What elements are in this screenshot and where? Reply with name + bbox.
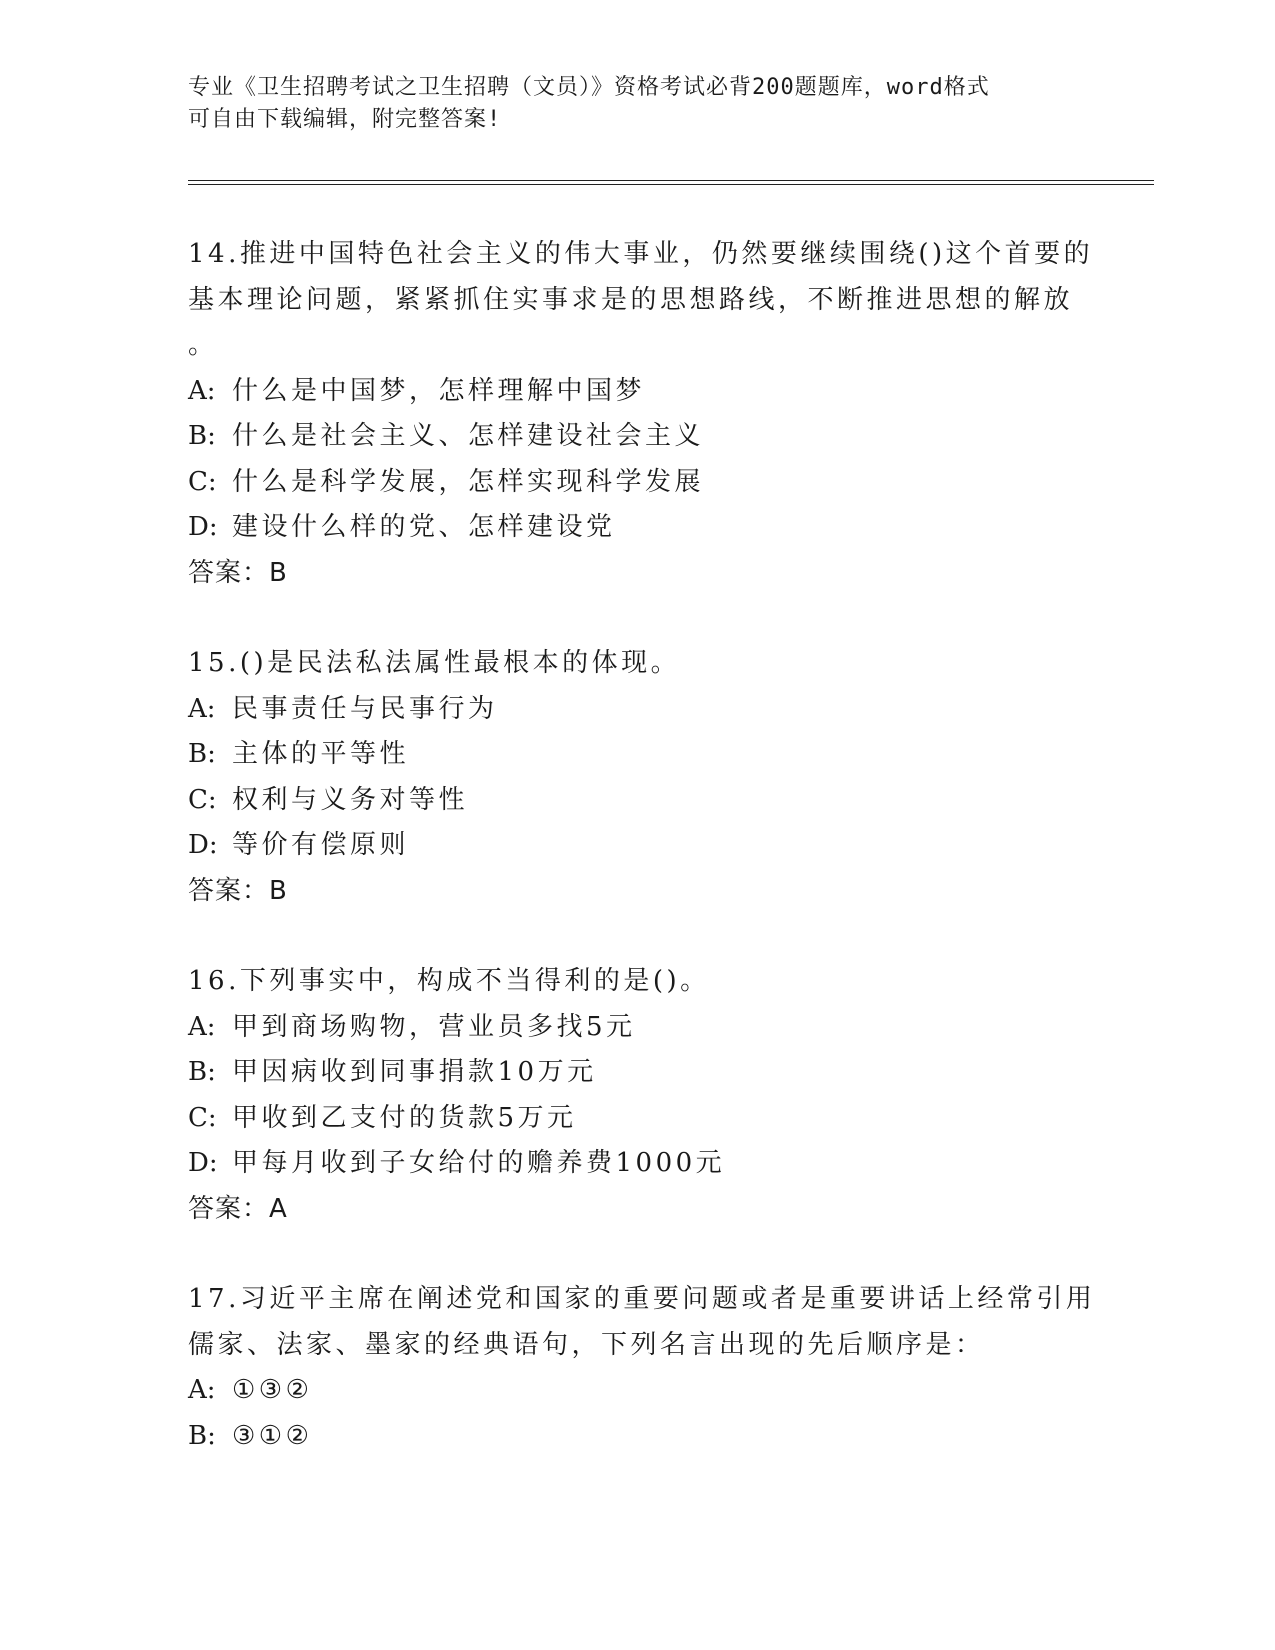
option-letter: C: [188,1102,217,1133]
option-letter: C: [188,784,217,815]
option-text: 等价有偿原则 [232,830,410,860]
option-letter: D: [188,512,218,542]
option-a [188,687,1088,733]
option-text: ①③② [232,1375,313,1405]
option-d [188,505,1088,551]
option-a [188,1368,1088,1414]
option-text: 什么是社会主义、怎样建设社会主义 [232,421,705,451]
option-text: 甲因病收到同事捐款10万元 [232,1057,597,1087]
question-text-line: 15.()是民法私法属性最根本的体现。 [188,648,681,678]
option-c [188,778,1088,824]
option-letter: A: [188,375,216,406]
option-letter: D: [188,830,218,860]
header-line-2: 可自由下载编辑，附完整答案! [188,107,502,132]
answer-line: 答案：A [188,1193,288,1224]
option-d [188,1141,1088,1187]
option-a [188,1005,1088,1051]
option-b [188,1414,1088,1460]
option-text: 什么是中国梦，怎样理解中国梦 [232,375,646,406]
header-divider-bottom [188,184,1154,185]
question-14 [188,232,1094,596]
option-letter: A: [188,1375,216,1405]
question-text-line: 16.下列事实中，构成不当得利的是()。 [188,966,710,996]
option-d [188,823,1088,869]
option-letter: B: [188,421,216,451]
option-text: 甲到商场购物，营业员多找5元 [232,1011,636,1042]
header-line-1: 专业《卫生招聘考试之卫生招聘（文员）》资格考试必背200题题库，word格式 [188,75,990,100]
question-list [188,232,1096,1504]
question-text-line: 17.习近平主席在阐述党和国家的重要问题或者是重要讲话上经常引用 [188,1284,1096,1314]
option-text: 主体的平等性 [232,739,410,769]
option-letter: A: [188,1011,216,1042]
option-text: 建设什么样的党、怎样建设党 [232,512,616,542]
option-letter: B: [188,1420,216,1451]
header-divider-top [188,180,1154,181]
option-a [188,369,1088,415]
option-b [188,414,1088,460]
document-header [188,72,1088,136]
answer-line: 答案：B [188,557,288,588]
option-text: 甲收到乙支付的货款5万元 [232,1102,577,1133]
option-c [188,1096,1088,1142]
question-text-line: 。 [188,330,218,360]
question-16 [188,959,1088,1232]
option-letter: A: [188,693,216,724]
option-letter: B: [188,1057,216,1087]
question-text-line: 基本理论问题，紧紧抓住实事求是的思想路线，不断推进思想的解放 [188,284,1074,315]
option-text: 权利与义务对等性 [232,784,469,815]
option-b [188,732,1088,778]
question-text-line: 儒家、法家、墨家的经典语句，下列名言出现的先后顺序是： [188,1329,985,1360]
option-text: 民事责任与民事行为 [232,693,498,724]
question-text-line: 14.推进中国特色社会主义的伟大事业，仍然要继续围绕()这个首要的 [188,239,1094,269]
option-letter: D: [188,1148,218,1178]
option-text: 什么是科学发展，怎样实现科学发展 [232,466,705,497]
answer-line: 答案：B [188,875,288,906]
option-text: 甲每月收到子女给付的赡养费1000元 [232,1148,726,1178]
option-text: ③①② [232,1420,313,1451]
option-b [188,1050,1088,1096]
question-17 [188,1277,1096,1459]
option-c [188,460,1088,506]
question-15 [188,641,1088,914]
option-letter: C: [188,466,217,497]
option-letter: B: [188,739,216,769]
